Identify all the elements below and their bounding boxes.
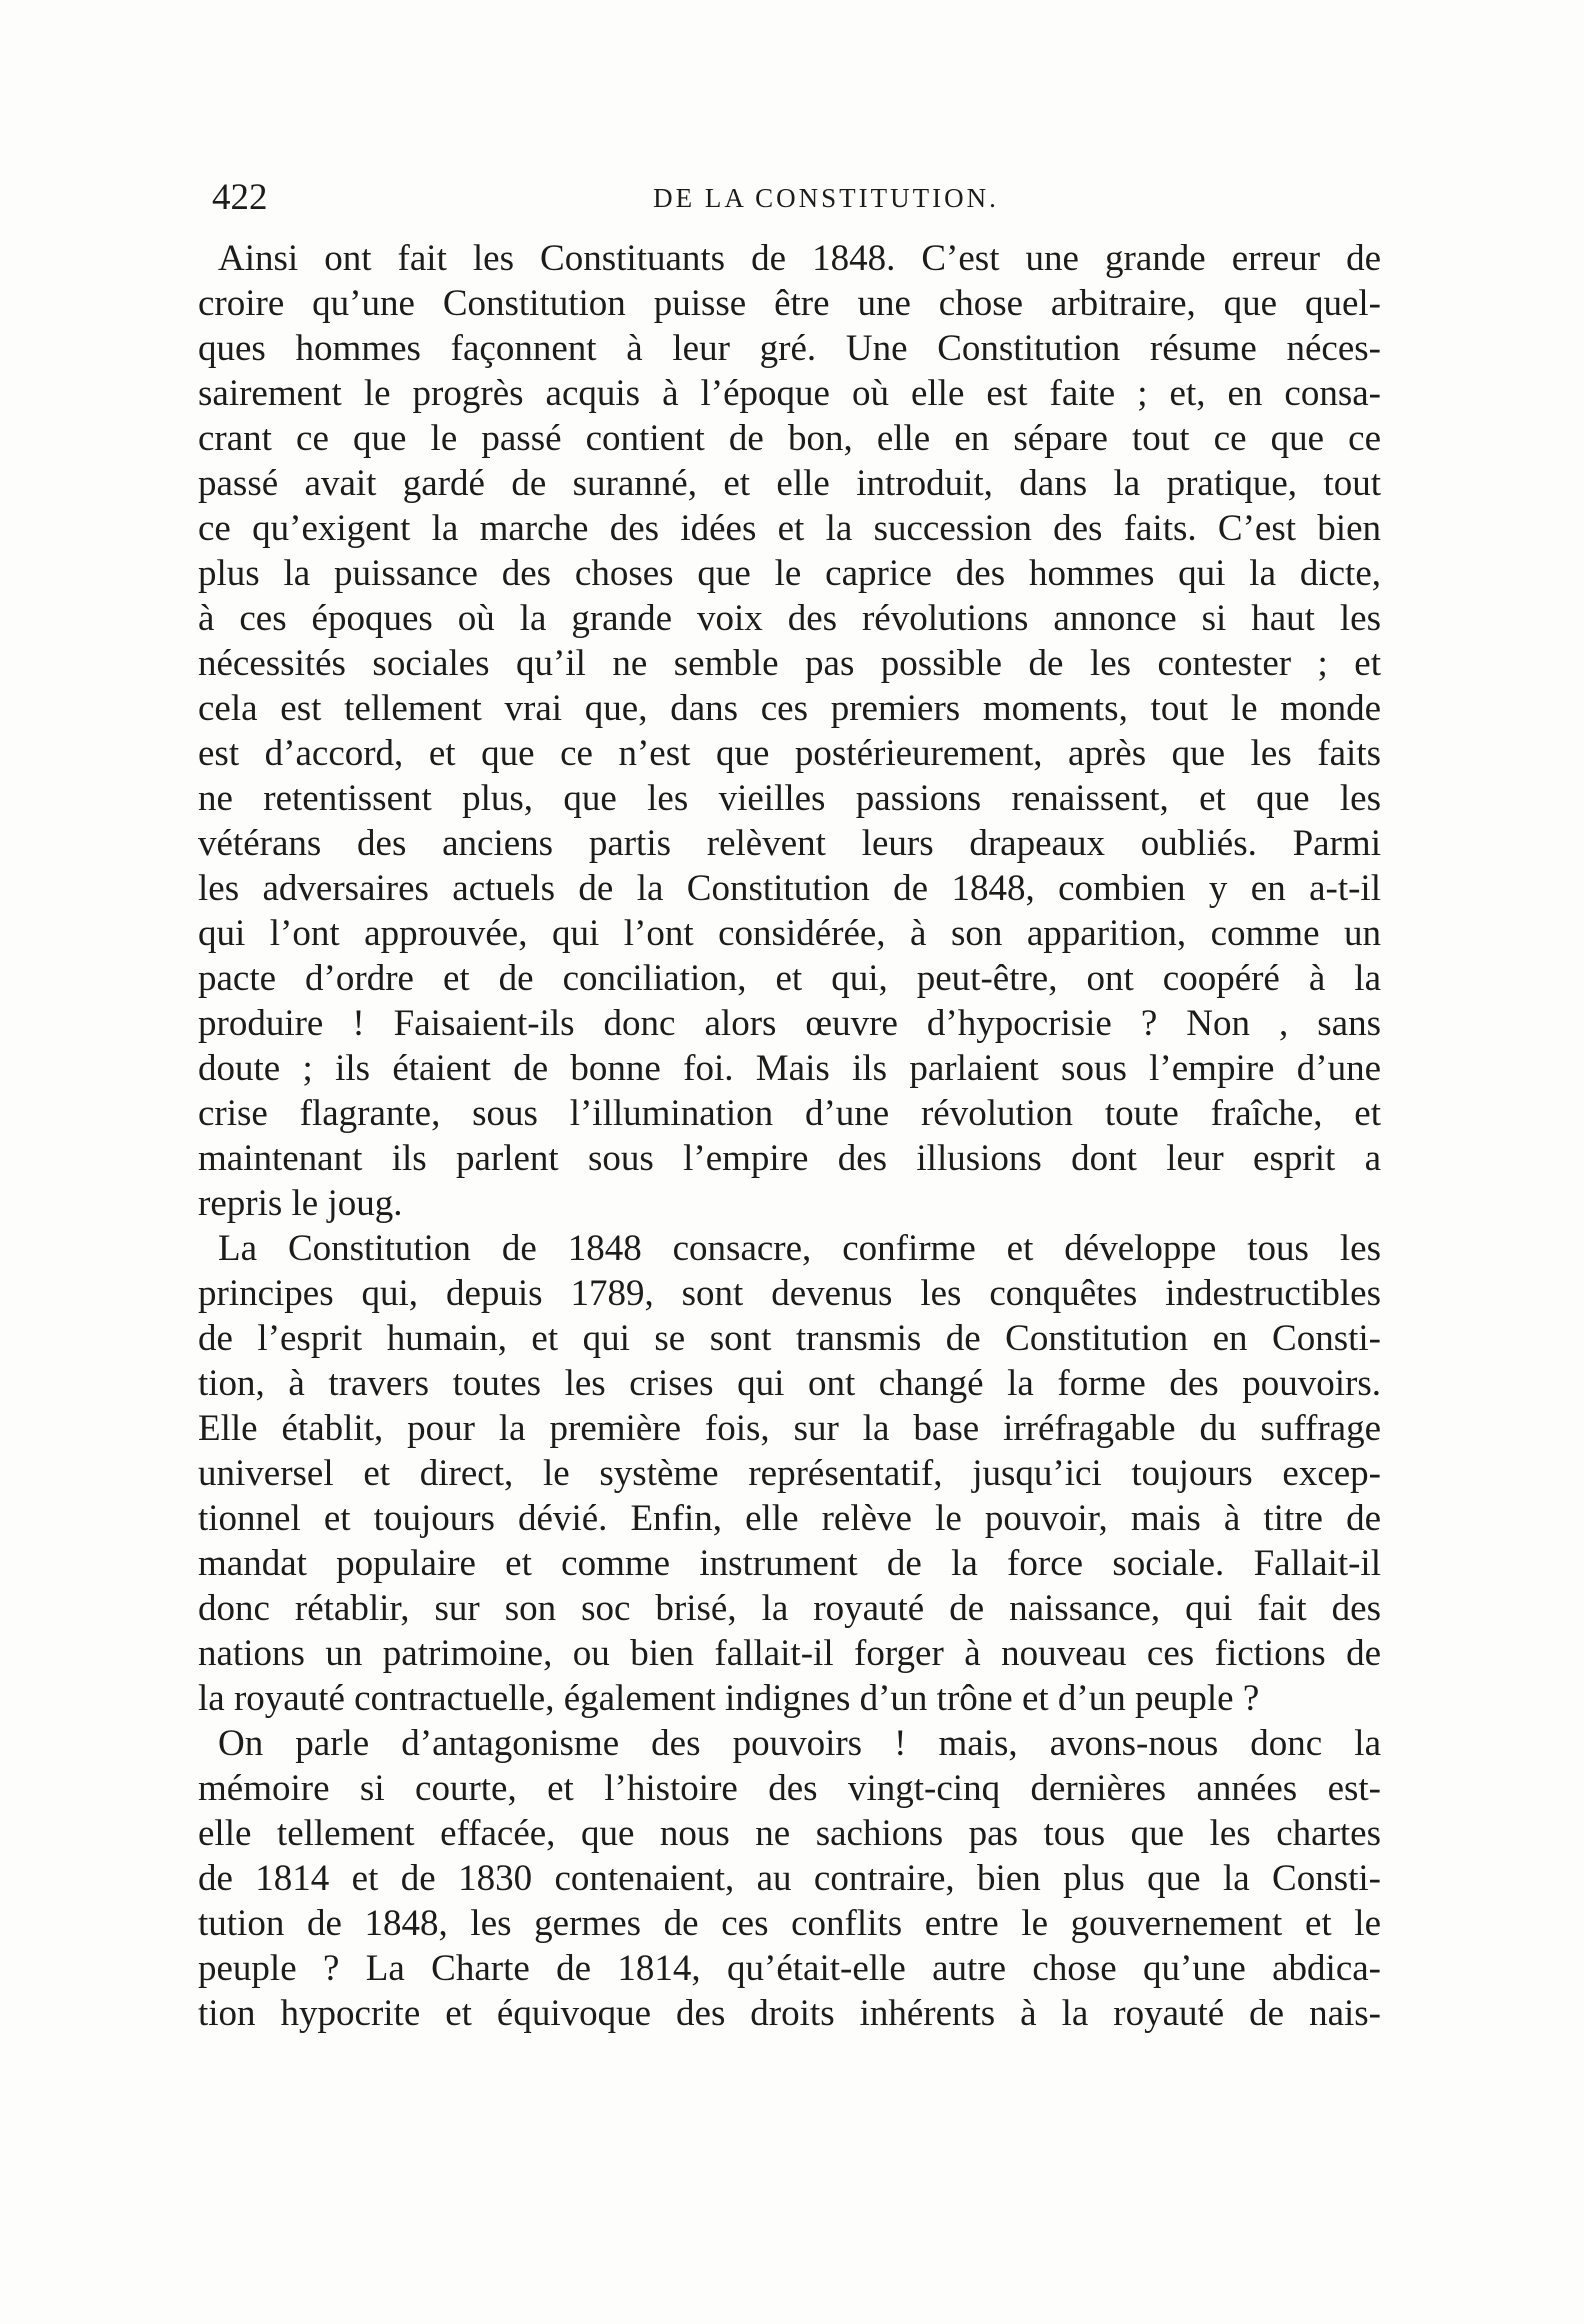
text-line: tution de 1848, les germes de ces conflits entre le gouvernement et le	[198, 1903, 1381, 1944]
text-line: On parle d’antagonisme des pouvoirs ! mais, avons-nous donc la	[218, 1723, 1381, 1764]
text-line: de l’esprit humain, et qui se sont transmis de Constitution en Consti-	[198, 1318, 1381, 1359]
text-line: tion hypocrite et équivoque des droits inhérents à la royauté de nais-	[198, 1993, 1381, 2034]
text-line: passé avait gardé de suranné, et elle introduit, dans la pratique, tout	[198, 463, 1381, 504]
text-line: doute ; ils étaient de bonne foi. Mais ils parlaient sous l’empire d’une	[198, 1048, 1381, 1089]
page-header	[212, 176, 1380, 220]
text-line: Ainsi ont fait les Constituants de 1848. C’est une grande erreur de	[218, 238, 1381, 279]
text-line: Elle établit, pour la première fois, sur la base irréfragable du suffrage	[198, 1408, 1381, 1449]
text-line: les adversaires actuels de la Constitution de 1848, combien y en a-t-il	[198, 868, 1381, 909]
text-line: la royauté contractuelle, également indignes d’un trône et d’un peuple ?	[198, 1678, 1260, 1719]
text-line: tionnel et toujours dévié. Enfin, elle relève le pouvoir, mais à titre de	[198, 1498, 1381, 1539]
text-line: qui l’ont approuvée, qui l’ont considérée, à son apparition, comme un	[198, 913, 1381, 954]
paragraph	[198, 236, 1381, 1226]
text-line: pacte d’ordre et de conciliation, et qui, peut-être, ont coopéré à la	[198, 958, 1381, 999]
text-line: mémoire si courte, et l’histoire des vingt-cinq dernières années est-	[198, 1768, 1381, 1809]
text-line: elle tellement effacée, que nous ne sachions pas tous que les chartes	[198, 1813, 1381, 1854]
body-text	[198, 236, 1381, 2036]
text-line: ques hommes façonnent à leur gré. Une Constitution résume néces-	[198, 328, 1381, 369]
text-line: est d’accord, et que ce n’est que postérieurement, après que les faits	[198, 733, 1381, 774]
running-head: DE LA CONSTITUTION.	[653, 183, 999, 213]
text-line: La Constitution de 1848 consacre, confirme et développe tous les	[218, 1228, 1381, 1269]
paragraph	[198, 1721, 1381, 2036]
text-line: cela est tellement vrai que, dans ces premiers moments, tout le monde	[198, 688, 1381, 729]
text-line: mandat populaire et comme instrument de la force sociale. Fallait-il	[198, 1543, 1381, 1584]
text-line: à ces époques où la grande voix des révolutions annonce si haut les	[198, 598, 1381, 639]
text-line: repris le joug.	[198, 1183, 403, 1224]
text-line: nations un patrimoine, ou bien fallait-il forger à nouveau ces fictions de	[198, 1633, 1381, 1674]
text-line: crise flagrante, sous l’illumination d’une révolution toute fraîche, et	[198, 1093, 1381, 1134]
text-line: ce qu’exigent la marche des idées et la succession des faits. C’est bien	[198, 508, 1381, 549]
text-line: crant ce que le passé contient de bon, elle en sépare tout ce que ce	[198, 418, 1381, 459]
text-line: peuple ? La Charte de 1814, qu’était-elle autre chose qu’une abdica-	[198, 1948, 1381, 1989]
text-line: de 1814 et de 1830 contenaient, au contraire, bien plus que la Consti-	[198, 1858, 1381, 1899]
text-line: vétérans des anciens partis relèvent leurs drapeaux oubliés. Parmi	[198, 823, 1381, 864]
text-line: maintenant ils parlent sous l’empire des illusions dont leur esprit a	[198, 1138, 1381, 1179]
text-line: donc rétablir, sur son soc brisé, la royauté de naissance, qui fait des	[198, 1588, 1381, 1629]
text-line: sairement le progrès acquis à l’époque où elle est faite ; et, en consa-	[198, 373, 1381, 414]
text-line: plus la puissance des choses que le caprice des hommes qui la dicte,	[198, 553, 1381, 594]
text-line: principes qui, depuis 1789, sont devenus les conquêtes indestructibles	[198, 1273, 1381, 1314]
text-line: produire ! Faisaient-ils donc alors œuvre d’hypocrisie ? Non , sans	[198, 1003, 1381, 1044]
paragraph	[198, 1226, 1381, 1721]
page-number: 422	[212, 177, 268, 218]
text-line: tion, à travers toutes les crises qui ont changé la forme des pouvoirs.	[198, 1363, 1381, 1404]
text-line: universel et direct, le système représentatif, jusqu’ici toujours excep-	[198, 1453, 1381, 1494]
text-line: nécessités sociales qu’il ne semble pas possible de les contester ; et	[198, 643, 1381, 684]
text-line: ne retentissent plus, que les vieilles passions renaissent, et que les	[198, 778, 1381, 819]
text-line: croire qu’une Constitution puisse être une chose arbitraire, que quel-	[198, 283, 1381, 324]
